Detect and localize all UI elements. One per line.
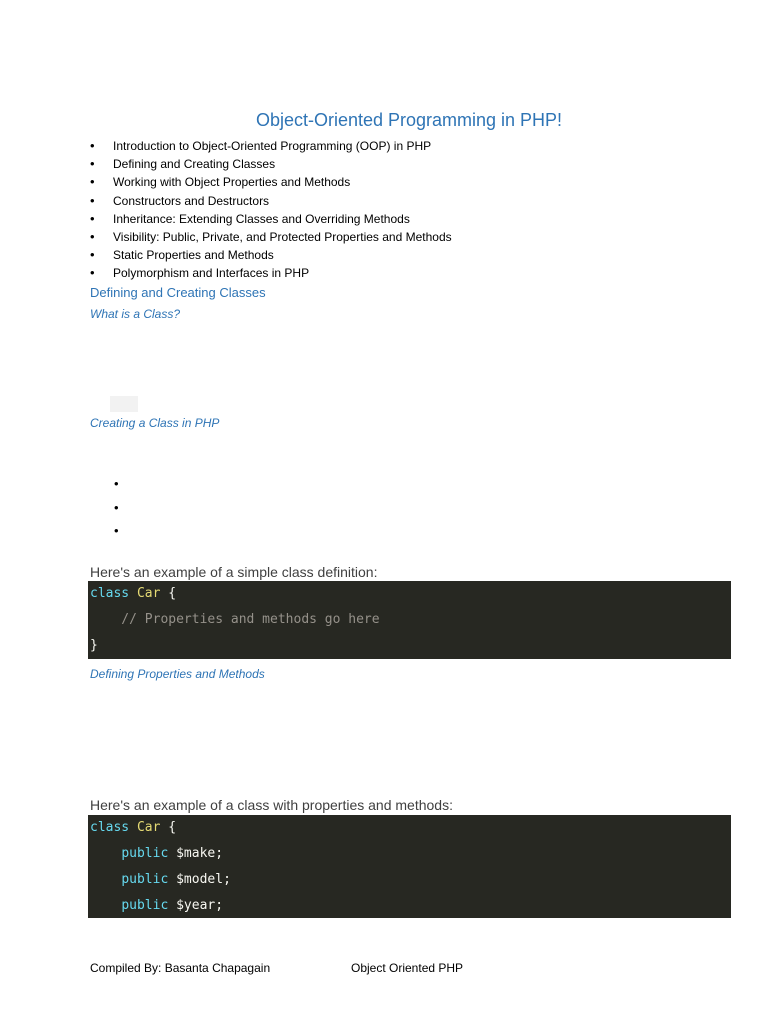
footer-subject: Object Oriented PHP bbox=[351, 961, 464, 975]
list-item: • Inheritance: Extending Classes and Overriding Methods bbox=[90, 210, 690, 228]
code-brace: { bbox=[160, 586, 177, 601]
code-class-name: Car bbox=[136, 586, 161, 601]
example-paragraph-2: Here's an example of a class with properties and methods: bbox=[90, 797, 453, 813]
code-keyword: public bbox=[121, 872, 169, 887]
list-item: • Static Properties and Methods bbox=[90, 246, 690, 264]
footer-compiled-by: Compiled By: Basanta Chapagain bbox=[90, 961, 271, 975]
document-title: Object-Oriented Programming in PHP! bbox=[255, 110, 563, 130]
subheading-defining-props: Defining Properties and Methods bbox=[90, 667, 265, 681]
code-property: $year; bbox=[168, 898, 224, 913]
code-block-2 bbox=[88, 815, 731, 918]
code-block-1 bbox=[88, 581, 731, 659]
subheading-creating-class: Creating a Class in PHP bbox=[90, 416, 220, 430]
section-heading: Defining and Creating Classes bbox=[90, 285, 266, 300]
example-paragraph-1: Here's an example of a simple class definition: bbox=[90, 564, 378, 580]
code-brace: { bbox=[160, 820, 177, 835]
subheading-what-is-class: What is a Class? bbox=[90, 307, 181, 321]
code-line bbox=[88, 867, 731, 893]
code-line bbox=[88, 893, 731, 918]
code-keyword: class bbox=[90, 820, 130, 835]
placeholder-box bbox=[110, 396, 138, 412]
table-of-contents bbox=[90, 137, 690, 283]
code-property: $make; bbox=[168, 846, 224, 861]
code-keyword: class bbox=[90, 586, 130, 601]
code-keyword: public bbox=[121, 846, 169, 861]
list-item: • Introduction to Object-Oriented Programming (OOP) in PHP bbox=[90, 137, 690, 155]
code-line bbox=[88, 581, 731, 607]
code-property: $model; bbox=[168, 872, 231, 887]
code-line bbox=[88, 841, 731, 867]
list-item: • Visibility: Public, Private, and Protected Properties and Methods bbox=[90, 228, 690, 246]
code-brace: } bbox=[90, 638, 98, 653]
code-line bbox=[88, 815, 731, 841]
list-item: • Polymorphism and Interfaces in PHP bbox=[90, 264, 690, 282]
list-item: • Constructors and Destructors bbox=[90, 192, 690, 210]
empty-bullet: • bbox=[114, 523, 119, 538]
list-item: • Defining and Creating Classes bbox=[90, 155, 690, 173]
code-class-name: Car bbox=[136, 820, 161, 835]
empty-bullet: • bbox=[114, 476, 119, 491]
code-comment: // Properties and methods go here bbox=[90, 612, 380, 627]
code-keyword: public bbox=[121, 898, 169, 913]
empty-bullet: • bbox=[114, 500, 119, 515]
list-item: • Working with Object Properties and Methods bbox=[90, 173, 690, 191]
